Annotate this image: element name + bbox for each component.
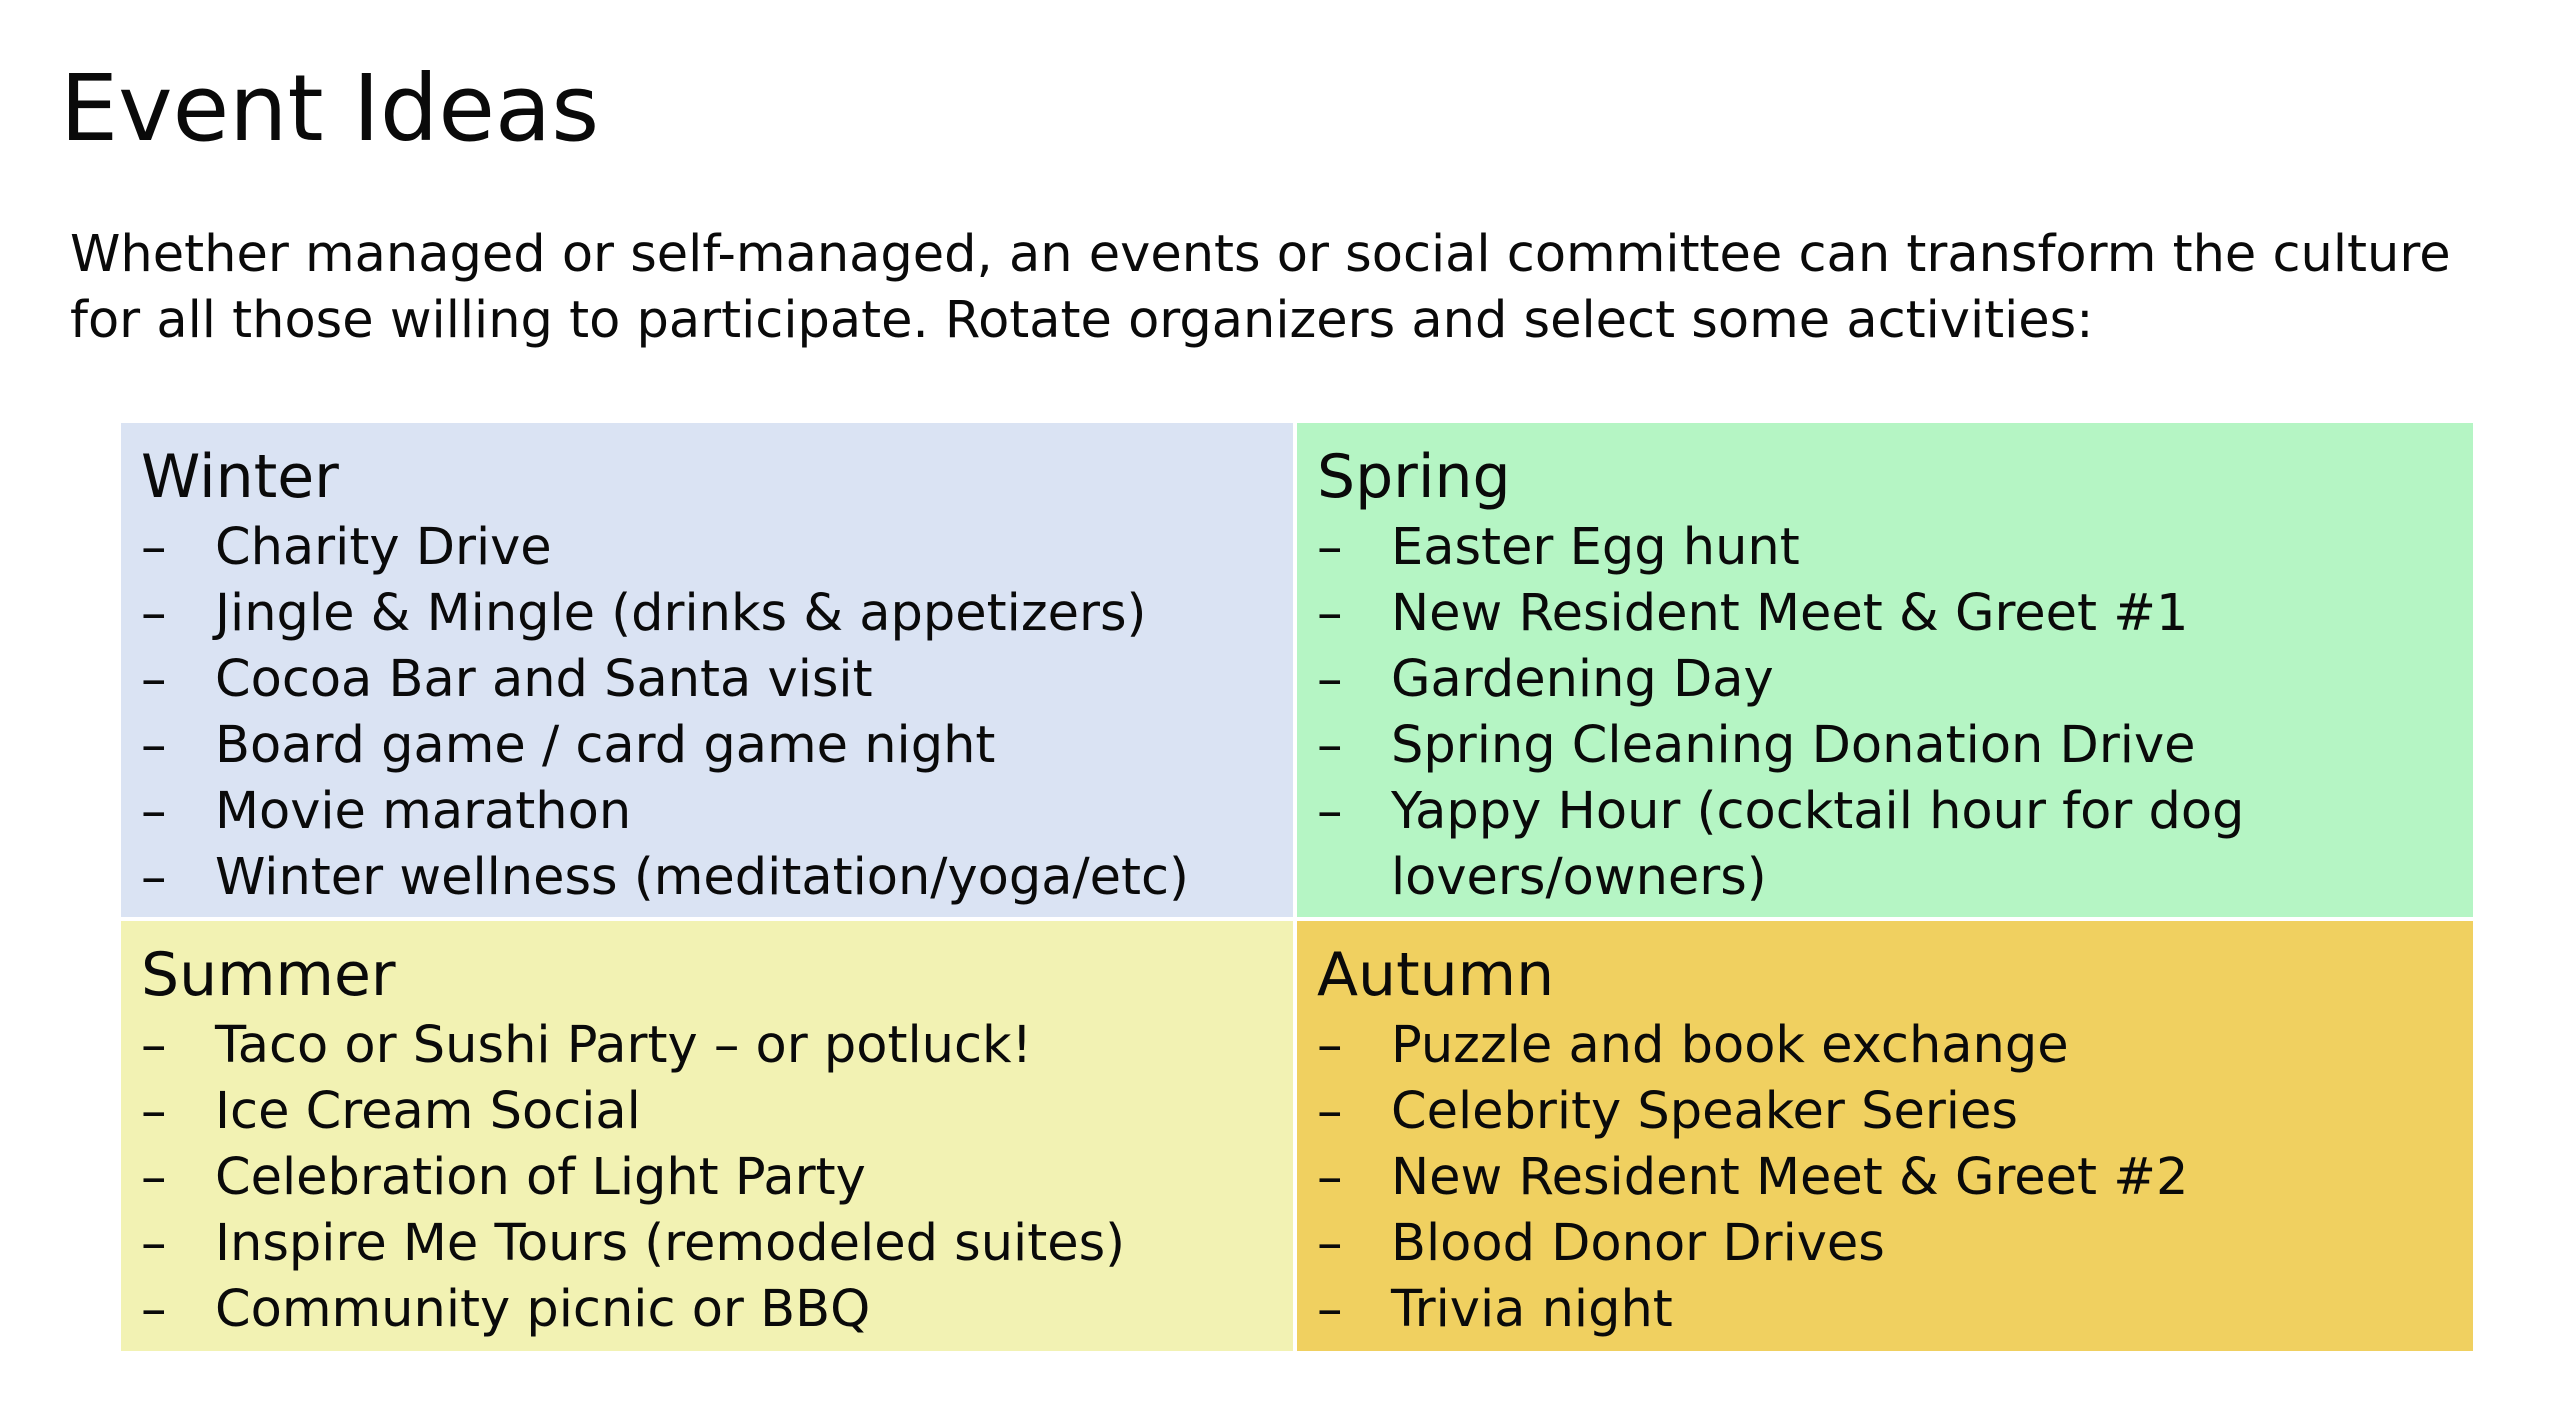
item-text: New Resident Meet & Greet #2 — [1391, 1148, 2189, 1207]
list-item — [141, 515, 1273, 581]
season-title-spring: Spring — [1317, 442, 1511, 512]
bullet-dash: – — [141, 518, 167, 577]
bullet-dash: – — [1317, 782, 1343, 841]
item-text: Yappy Hour (cocktail hour for dog lovers/owners) — [1391, 782, 2245, 907]
item-text: New Resident Meet & Greet #1 — [1391, 584, 2189, 643]
item-text: Blood Donor Drives — [1391, 1214, 1885, 1273]
item-text: Spring Cleaning Donation Drive — [1391, 716, 2196, 775]
item-text: Charity Drive — [215, 518, 552, 577]
item-text: Board game / card game night — [215, 716, 996, 775]
bullet-dash: – — [1317, 1280, 1343, 1339]
bullet-dash: – — [141, 716, 167, 775]
bullet-dash: – — [1317, 518, 1343, 577]
list-item — [1317, 713, 2453, 779]
bullet-dash: – — [141, 1148, 167, 1207]
item-text: Winter wellness (meditation/yoga/etc) — [215, 848, 1189, 907]
season-cell-winter — [121, 423, 1293, 917]
page-title: Event Ideas — [60, 55, 600, 162]
bullet-dash: – — [1317, 1016, 1343, 1075]
list-item — [141, 647, 1273, 713]
list-item — [1317, 1211, 2453, 1277]
list-item — [1317, 1145, 2453, 1211]
intro-paragraph: Whether managed or self-managed, an events or social committee can transform the culture for all those willing to participate. Rotate organizers and select some activities: — [70, 225, 2451, 350]
item-text: Taco or Sushi Party – or potluck! — [215, 1016, 1033, 1075]
list-item — [1317, 1277, 2453, 1343]
list-item — [1317, 515, 2453, 581]
list-item — [141, 581, 1273, 647]
bullet-dash: – — [141, 650, 167, 709]
season-cell-autumn — [1297, 921, 2473, 1351]
item-text: Movie marathon — [215, 782, 632, 841]
list-item — [141, 1013, 1273, 1079]
bullet-dash: – — [141, 584, 167, 643]
bullet-dash: – — [1317, 1214, 1343, 1273]
list-item — [1317, 1013, 2453, 1079]
spring-list — [1317, 515, 2453, 911]
autumn-list — [1317, 1013, 2453, 1343]
list-item — [1317, 1079, 2453, 1145]
bullet-dash: – — [1317, 1082, 1343, 1141]
list-item — [141, 713, 1273, 779]
list-item — [141, 1145, 1273, 1211]
bullet-dash: – — [141, 1214, 167, 1273]
summer-list — [141, 1013, 1273, 1343]
item-text: Easter Egg hunt — [1391, 518, 1800, 577]
bullet-dash: – — [1317, 1148, 1343, 1207]
item-text: Community picnic or BBQ — [215, 1280, 871, 1339]
season-title-winter: Winter — [141, 442, 339, 512]
bullet-dash: – — [1317, 584, 1343, 643]
list-item — [141, 779, 1273, 845]
item-text: Cocoa Bar and Santa visit — [215, 650, 873, 709]
item-text: Trivia night — [1391, 1280, 1673, 1339]
list-item — [141, 1277, 1273, 1343]
item-text: Inspire Me Tours (remodeled suites) — [215, 1214, 1126, 1273]
season-title-summer: Summer — [141, 940, 396, 1010]
bullet-dash: – — [141, 1280, 167, 1339]
item-text: Celebrity Speaker Series — [1391, 1082, 2018, 1141]
season-cell-summer — [121, 921, 1293, 1351]
list-item — [141, 1079, 1273, 1145]
bullet-dash: – — [141, 1016, 167, 1075]
bullet-dash: – — [141, 1082, 167, 1141]
list-item — [1317, 779, 2453, 911]
item-text: Ice Cream Social — [215, 1082, 641, 1141]
item-text: Puzzle and book exchange — [1391, 1016, 2069, 1075]
list-item — [141, 845, 1273, 911]
bullet-dash: – — [141, 782, 167, 841]
list-item — [1317, 581, 2453, 647]
winter-list — [141, 515, 1273, 911]
item-text: Jingle & Mingle (drinks & appetizers) — [215, 584, 1147, 643]
season-grid — [121, 423, 2473, 1351]
season-cell-spring — [1297, 423, 2473, 917]
bullet-dash: – — [1317, 650, 1343, 709]
item-text: Celebration of Light Party — [215, 1148, 866, 1207]
bullet-dash: – — [1317, 716, 1343, 775]
list-item — [1317, 647, 2453, 713]
season-title-autumn: Autumn — [1317, 940, 1555, 1010]
list-item — [141, 1211, 1273, 1277]
item-text: Gardening Day — [1391, 650, 1774, 709]
bullet-dash: – — [141, 848, 167, 907]
